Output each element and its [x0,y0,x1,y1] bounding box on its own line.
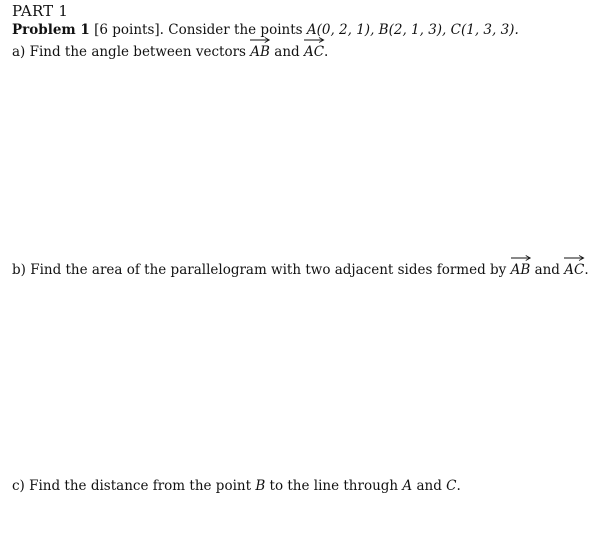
vector-ac [304,44,324,60]
vector-arrow-icon [564,255,584,261]
point-c-ref: C [446,478,457,494]
vector-arrow-icon [304,37,324,43]
problem-text: Consider the points [168,22,303,38]
question-b [12,262,589,278]
question-a-period: . [324,44,329,60]
vector-ab-label: AB [510,262,531,278]
part-heading: PART 1 [12,2,69,20]
question-b-and: and [534,262,560,278]
point-c: C(1, 3, 3). [450,22,519,38]
problem-label: Problem 1 [12,22,90,38]
question-a [12,44,328,60]
question-b-text: b) Find the area of the parallelogram with two adjacent sides formed by [12,262,507,278]
question-b-period: . [584,262,589,278]
vector-arrow-icon [250,37,270,43]
point-a: A(0, 2, 1), [306,22,375,38]
vector-arrow-icon [511,255,531,261]
point-a-ref: A [402,478,413,494]
point-b-ref: B [255,478,266,494]
vector-ab [511,262,531,278]
problem-statement [12,22,519,38]
problem-points: [6 points]. [94,22,164,38]
vector-ab [250,44,270,60]
vector-ab-label: AB [250,44,270,60]
question-a-and: and [274,44,300,60]
vector-ac-label: AC [303,44,325,60]
question-a-text: a) Find the angle between vectors [12,44,246,60]
question-c-period: . [456,478,461,494]
vector-ac-label: AC [564,262,585,278]
point-b: B(2, 1, 3), [378,22,447,38]
question-c-mid: to the line through [269,478,399,494]
vector-ac [564,262,584,278]
question-c-and: and [416,478,442,494]
question-c [12,478,461,494]
question-c-text: c) Find the distance from the point [12,478,252,494]
